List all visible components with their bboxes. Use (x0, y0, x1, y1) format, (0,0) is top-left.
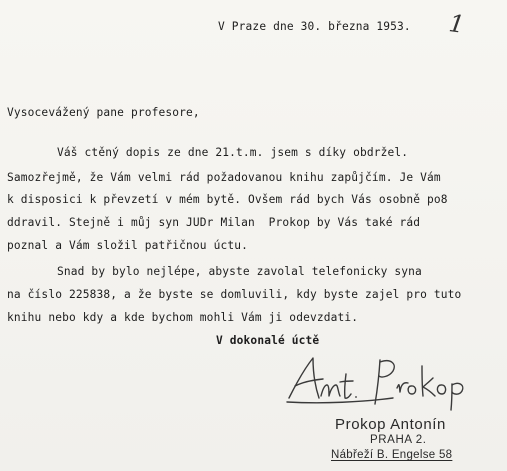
date-line: V Praze dne 30. března 1953. (218, 20, 411, 33)
paragraph-1-line-4: ddravil. Stejně i můj syn JUDr Milan Prokop by Vás také rád (7, 216, 421, 229)
closing-line: V dokonalé úctě (216, 334, 320, 347)
paragraph-1-line-3: k disposici k převzetí v mém bytě. Ovšem rád bych Vás osobně po8 (7, 193, 448, 206)
paragraph-1-line-5: poznal a Vám složil patřičnou úctu. (7, 239, 248, 252)
paragraph-1-line-2: Samozřejmě, že Vám velmi rád požadovanou knihu zapůjčím. Je Vám (7, 171, 441, 184)
stamp-name: Prokop Antonín (335, 416, 446, 433)
paragraph-2-line-2: na číslo 225838, a že byste se domluvili, kdy byste zajel pro tuto (7, 288, 462, 301)
handwritten-page-number: 1 (447, 9, 467, 39)
stamp-street: Nábřeží B. Engelse 58 (331, 449, 453, 461)
paragraph-1-line-1: Váš ctěný dopis ze dne 21.t.m. jsem s díky obdržel. (57, 146, 409, 159)
paragraph-2-line-3: knihu nebo kdy a kde bychom mohli Vám ji odevzdati. (7, 311, 359, 324)
paragraph-2-line-1: Snad by bylo nejlépe, abyste zavolal telefonicky syna (57, 265, 422, 278)
salutation: Vysocevážený pane profesore, (7, 106, 200, 119)
handwritten-signature (283, 352, 483, 412)
stamp-city: PRAHA 2. (370, 434, 427, 446)
